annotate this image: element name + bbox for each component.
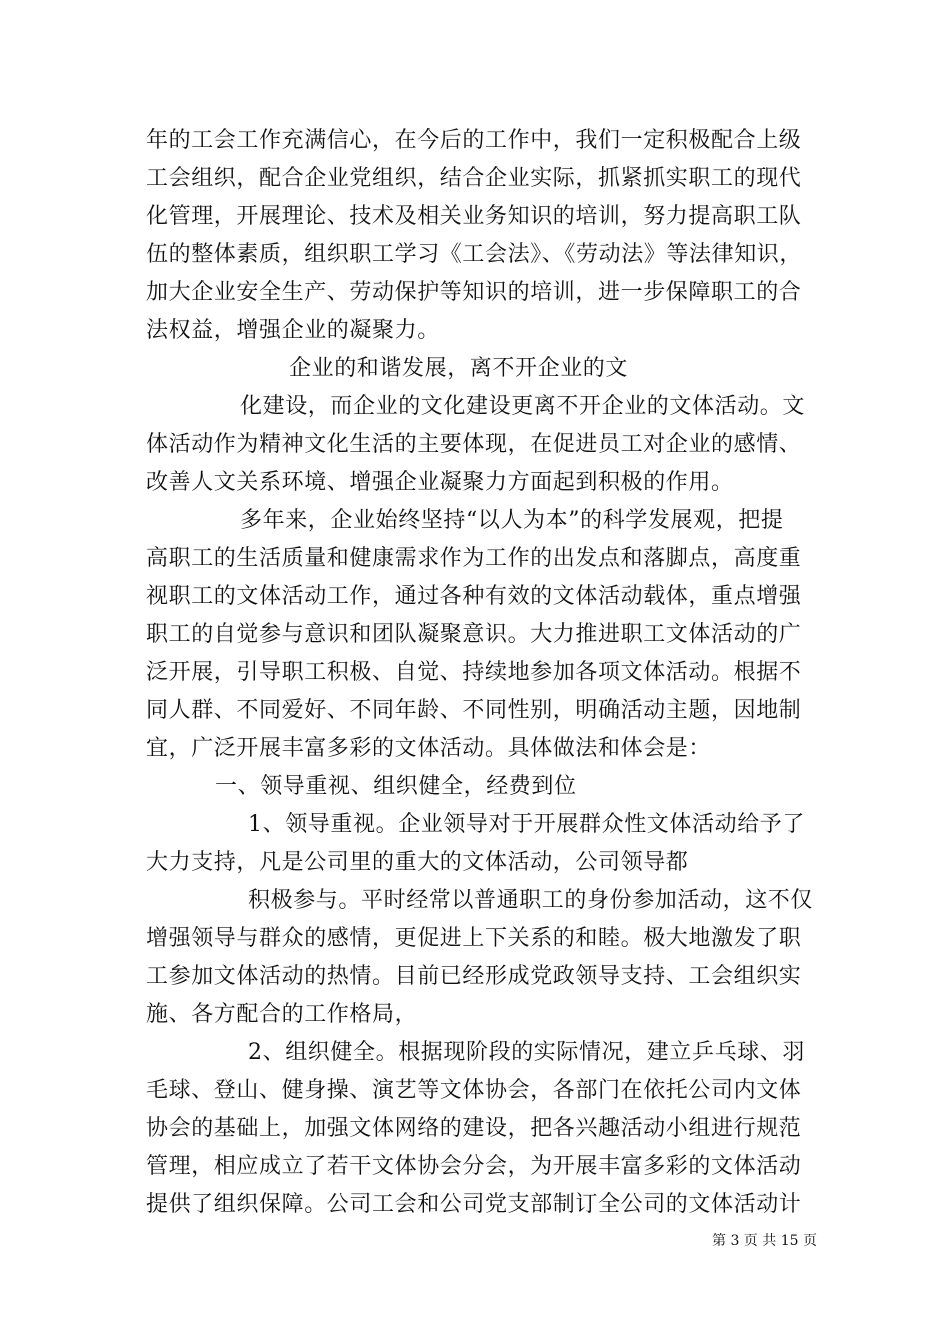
text-line: 同人群、不同爱好、不同年龄、不同性别，明确活动主题，因地制 — [146, 698, 802, 723]
text-line: 改善人文关系环境、增强企业凝聚力方面起到积极的作用。 — [146, 470, 734, 495]
text-line: 加大企业安全生产、劳动保护等知识的培训，进一步保障职工的合 — [146, 280, 802, 305]
text-line: 工会组织，配合企业党组织，结合企业实际，抓紧抓实职工的现代 — [146, 166, 802, 191]
text-line: 施、各方配合的工作格局， — [146, 1002, 418, 1027]
section-heading: 一、领导重视、组织健全，经费到位 — [215, 774, 577, 799]
text-line: 化管理，开展理论、技术及相关业务知识的培训，努力提高职工队 — [146, 204, 802, 229]
text-line: 毛球、登山、健身操、演艺等文体协会，各部门在依托公司内文体 — [146, 1078, 802, 1103]
text-line: 增强领导与群众的感情，更促进上下关系的和睦。极大地激发了职 — [146, 926, 802, 951]
text-line: 大力支持，凡是公司里的重大的文体活动，公司领导都 — [146, 850, 689, 875]
page-number: 第 3 页 共 15 页 — [712, 1233, 817, 1249]
text-line: 企业的和谐发展，离不开企业的文 — [289, 356, 629, 381]
text-line: 多年来，企业始终坚持“以人为本”的科学发展观，把提 — [240, 508, 784, 533]
text-line: 年的工会工作充满信心，在今后的工作中，我们一定积极配合上级 — [146, 128, 802, 153]
text-line: 管理，相应成立了若干文体协会分会，为开展丰富多彩的文体活动 — [146, 1154, 802, 1179]
text-line: 宜，广泛开展丰富多彩的文体活动。具体做法和体会是： — [146, 736, 712, 761]
text-line: 体活动作为精神文化生活的主要体现，在促进员工对企业的感情、 — [146, 432, 802, 457]
text-line: 提供了组织保障。公司工会和公司党支部制订全公司的文体活动计 — [146, 1192, 802, 1217]
text-line: 职工的自觉参与意识和团队凝聚意识。大力推进职工文体活动的广 — [146, 622, 802, 647]
text-line: 2、组织健全。根据现阶段的实际情况，建立乒乓球、羽 — [248, 1040, 805, 1065]
text-line: 高职工的生活质量和健康需求作为工作的出发点和落脚点，高度重 — [146, 546, 802, 571]
text-line: 视职工的文体活动工作，通过各种有效的文体活动载体，重点增强 — [146, 584, 802, 609]
text-line: 积极参与。平时经常以普通职工的身份参加活动，这不仅 — [248, 888, 814, 913]
text-line: 化建设，而企业的文化建设更离不开企业的文体活动。文 — [240, 394, 806, 419]
text-line: 1、领导重视。企业领导对于开展群众性文体活动给予了 — [248, 812, 805, 837]
text-line: 法权益，增强企业的凝聚力。 — [146, 318, 440, 343]
text-line: 泛开展，引导职工积极、自觉、持续地参加各项文体活动。根据不 — [146, 660, 802, 685]
text-line: 伍的整体素质，组织职工学习《工会法》、《劳动法》等法律知识， — [146, 242, 803, 267]
text-line: 协会的基础上，加强文体网络的建设，把各兴趣活动小组进行规范 — [146, 1116, 802, 1141]
text-line: 工参加文体活动的热情。目前已经形成党政领导支持、工会组织实 — [146, 964, 802, 989]
